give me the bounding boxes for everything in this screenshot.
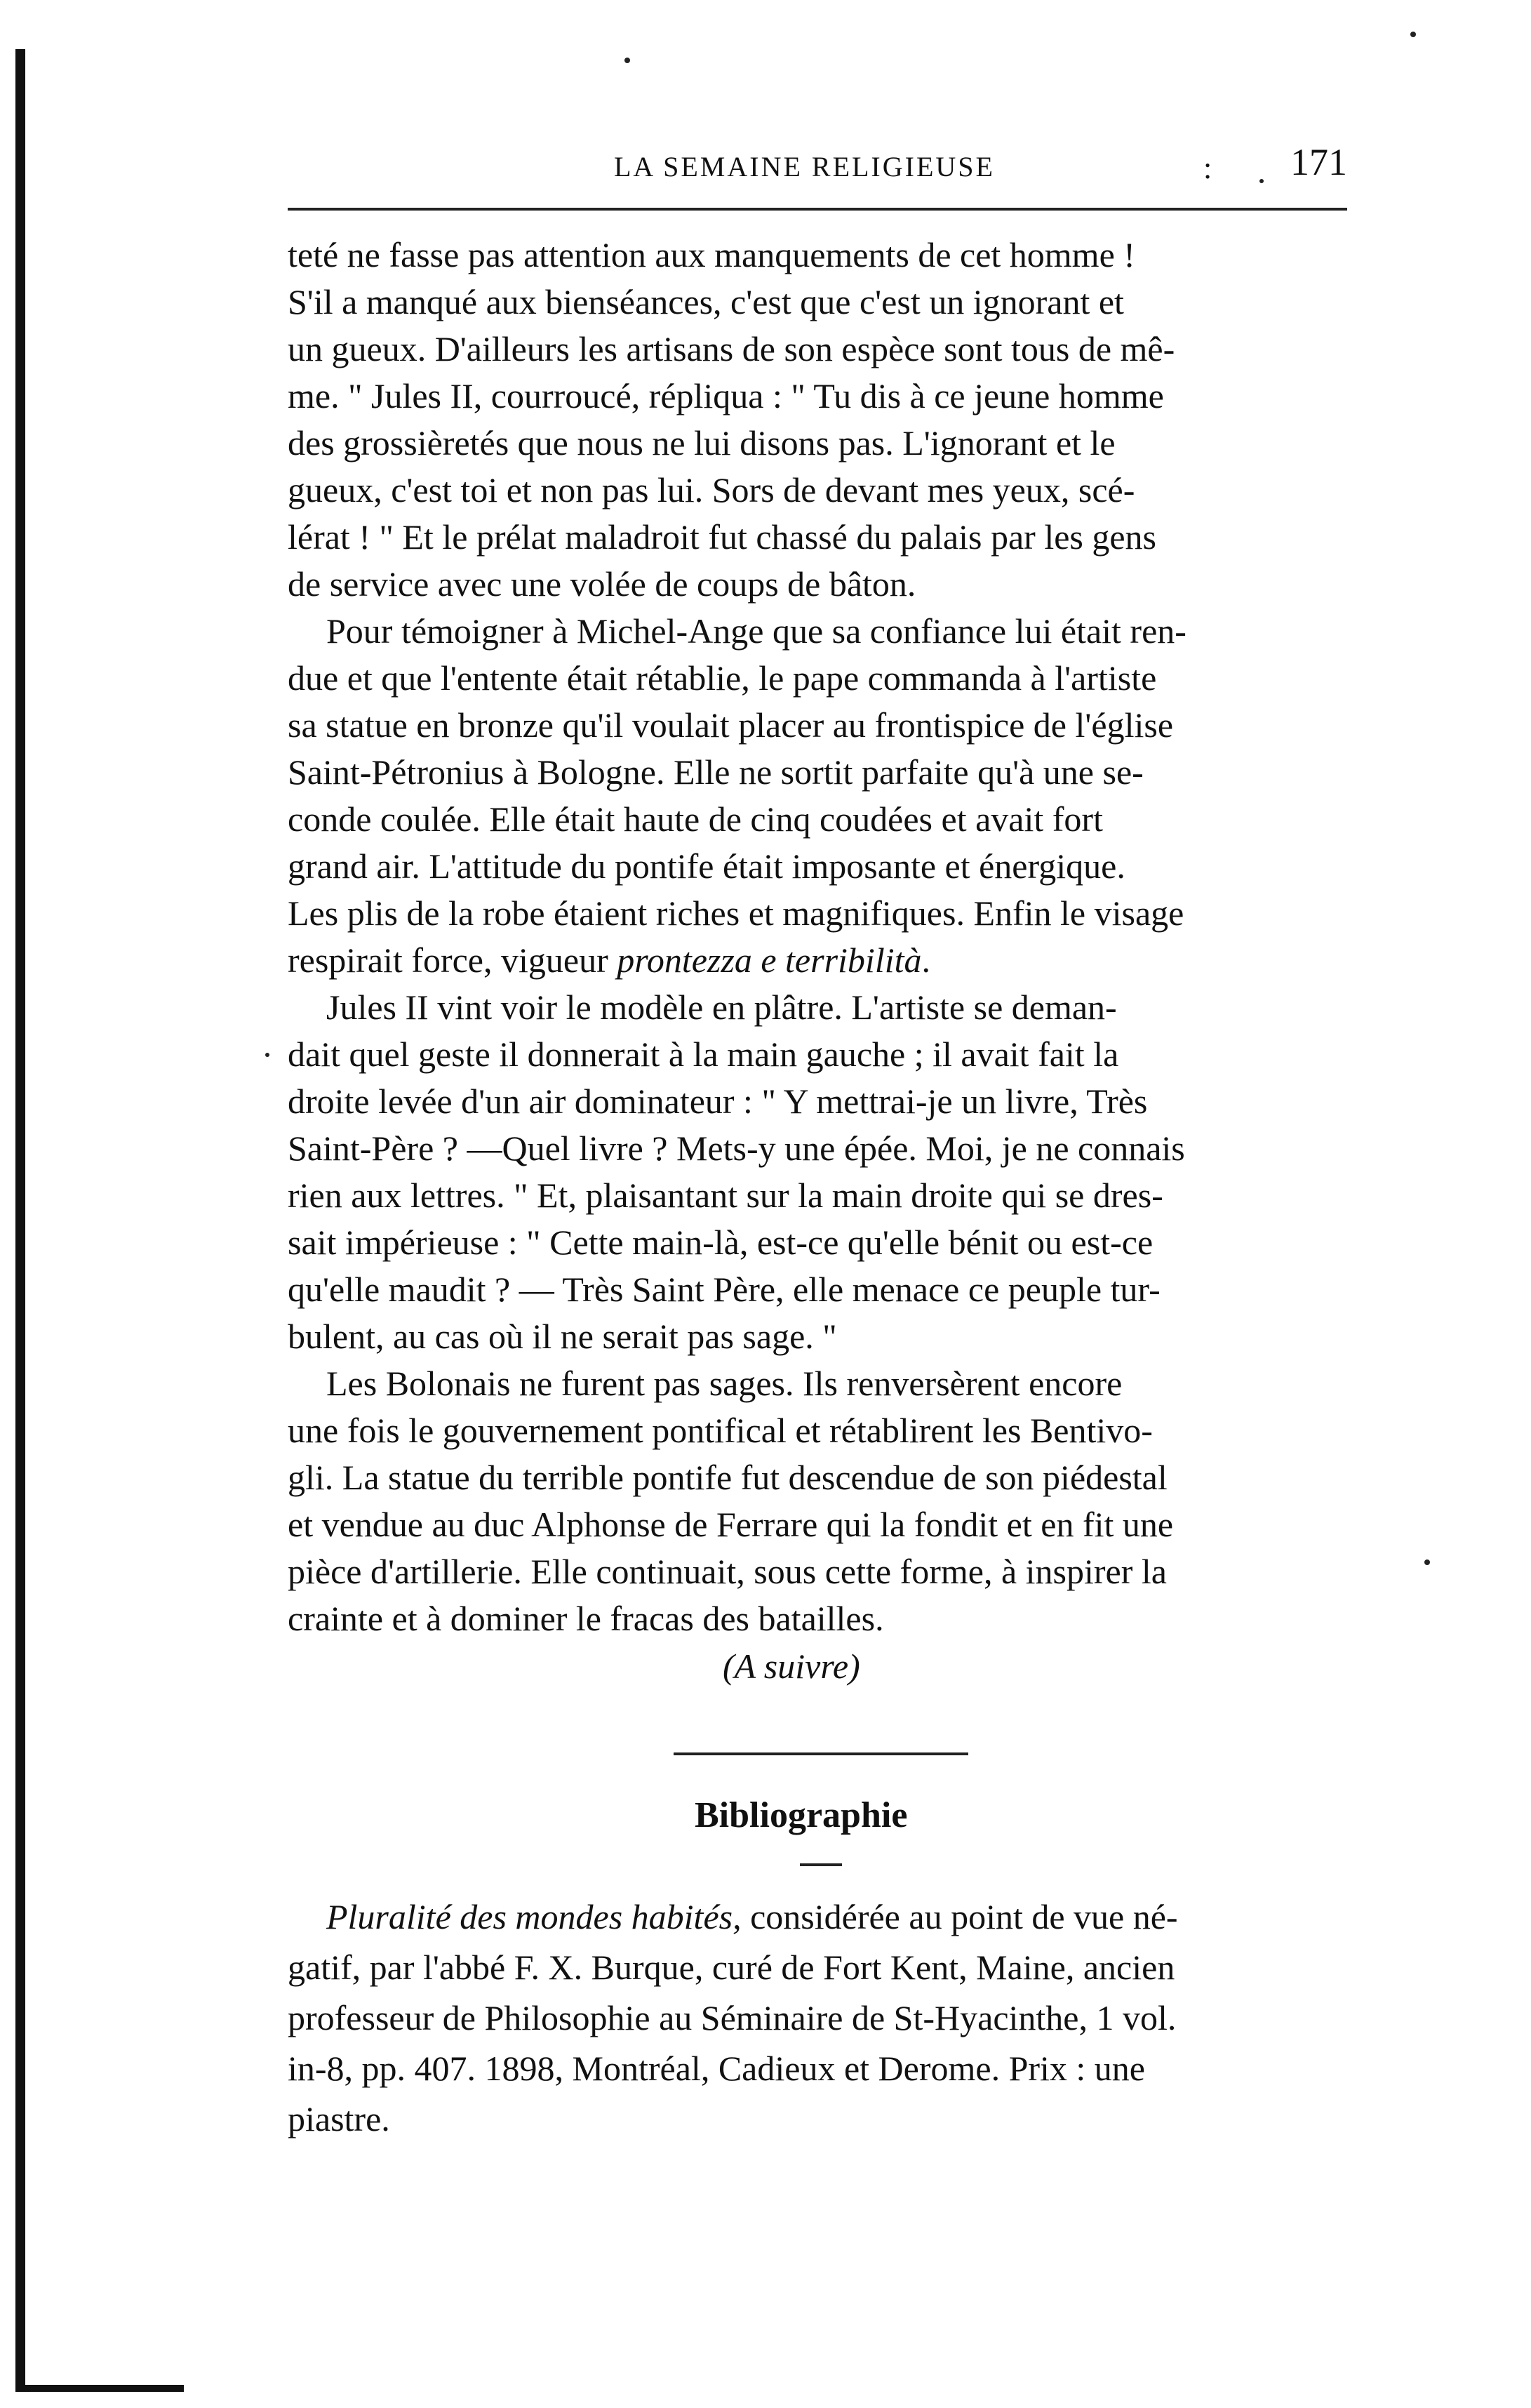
text-line: conde coulée. Elle était haute de cinq coudées et avait fort bbox=[288, 799, 1103, 839]
ink-speck bbox=[1410, 32, 1416, 37]
bibliography-text: considérée au point de vue né- bbox=[741, 1897, 1178, 1936]
text-line: S'il a manqué aux bienséances, c'est que c'est un ignorant et bbox=[288, 282, 1124, 321]
section-heading: Bibliographie bbox=[695, 1795, 908, 1835]
ink-speck bbox=[265, 1053, 269, 1057]
text-line: lérat ! " Et le prélat maladroit fut chassé du palais par les gens bbox=[288, 517, 1157, 557]
text-line: grand air. L'attitude du pontife était imposante et énergique. bbox=[288, 846, 1125, 886]
text-line: de service avec une volée de coups de bâton. bbox=[288, 564, 916, 604]
bibliography-line: piastre. bbox=[288, 2099, 390, 2138]
bibliography-line bbox=[288, 1891, 1368, 1942]
heading-dash bbox=[800, 1863, 842, 1866]
text-line: rien aux lettres. " Et, plaisantant sur la main droite qui se dres- bbox=[288, 1176, 1163, 1215]
text-line: des grossièretés que nous ne lui disons pas. L'ignorant et le bbox=[288, 423, 1116, 463]
running-title: LA SEMAINE RELIGIEUSE bbox=[614, 151, 995, 182]
text-line: me. " Jules II, courroucé, répliqua : " Tu dis à ce jeune homme bbox=[288, 376, 1164, 415]
bibliography-entry bbox=[288, 1891, 1368, 2144]
section-rule bbox=[674, 1752, 968, 1755]
binding-edge-foot bbox=[15, 2385, 184, 2392]
text-line: due et que l'entente était rétablie, le pape commanda à l'artiste bbox=[288, 658, 1157, 698]
ink-speck bbox=[1424, 1559, 1430, 1565]
bibliography-line: in-8, pp. 407. 1898, Montréal, Cadieux et Derome. Prix : une bbox=[288, 2049, 1145, 2088]
text-line: sa statue en bronze qu'il voulait placer au frontispice de l'église bbox=[288, 705, 1174, 745]
text-line: bulent, au cas où il ne serait pas sage. " bbox=[288, 1317, 837, 1356]
text-line: qu'elle maudit ? — Très Saint Père, elle menace ce peuple tur- bbox=[288, 1270, 1161, 1309]
text-line: Les Bolonais ne furent pas sages. Ils renversèrent encore bbox=[326, 1364, 1123, 1403]
text-line: Saint-Pétronius à Bologne. Elle ne sortit parfaite qu'à une se- bbox=[288, 752, 1144, 792]
text-line: Pour témoigner à Michel-Ange que sa confiance lui était ren- bbox=[326, 611, 1186, 651]
to-be-continued: (A suivre) bbox=[723, 1647, 860, 1686]
body-text bbox=[288, 232, 1368, 1642]
text-line: un gueux. D'ailleurs les artisans de son espèce sont tous de mê- bbox=[288, 329, 1175, 368]
header-rule bbox=[288, 208, 1347, 211]
header-separator: : bbox=[1203, 151, 1212, 185]
italic-phrase: prontezza e terribilità bbox=[617, 940, 922, 980]
ink-speck bbox=[624, 58, 630, 63]
text-line: Jules II vint voir le modèle en plâtre. L'artiste se deman- bbox=[326, 987, 1117, 1027]
text-line: gli. La statue du terrible pontife fut descendue de son piédestal bbox=[288, 1458, 1168, 1497]
text-line: sait impérieuse : " Cette main-là, est-ce qu'elle bénit ou est-ce bbox=[288, 1223, 1154, 1262]
book-title: Pluralité des mondes habités, bbox=[326, 1897, 742, 1936]
text-line: et vendue au duc Alphonse de Ferrare qui la fondit et en fit une bbox=[288, 1505, 1174, 1544]
text-line: droite levée d'un air dominateur : " Y mettrai-je un livre, Très bbox=[288, 1082, 1148, 1121]
text-line: Les plis de la robe étaient riches et magnifiques. Enfin le visage bbox=[288, 893, 1184, 933]
text-line: teté ne fasse pas attention aux manquements de cet homme ! bbox=[288, 235, 1135, 274]
text-line: une fois le gouvernement pontifical et rétablirent les Bentivo- bbox=[288, 1411, 1153, 1450]
text-line: pièce d'artillerie. Elle continuait, sous cette forme, à inspirer la bbox=[288, 1552, 1167, 1591]
page-header bbox=[288, 141, 1347, 192]
text-line: gueux, c'est toi et non pas lui. Sors de devant mes yeux, scé- bbox=[288, 470, 1135, 510]
page-number: 171 bbox=[1290, 141, 1347, 183]
bibliography-line: gatif, par l'abbé F. X. Burque, curé de Fort Kent, Maine, ancien bbox=[288, 1948, 1175, 1987]
binding-edge bbox=[15, 49, 25, 2386]
bibliography-line: professeur de Philosophie au Séminaire de St-Hyacinthe, 1 vol. bbox=[288, 1998, 1177, 2037]
text-line: Saint-Père ? —Quel livre ? Mets-y une épée. Moi, je ne connais bbox=[288, 1129, 1185, 1168]
text-line: respirait force, vigueur prontezza e terribilità. bbox=[288, 940, 931, 980]
text-line: dait quel geste il donnerait à la main gauche ; il avait fait la bbox=[288, 1035, 1119, 1074]
text-line: crainte et à dominer le fracas des batailles. bbox=[288, 1599, 884, 1638]
